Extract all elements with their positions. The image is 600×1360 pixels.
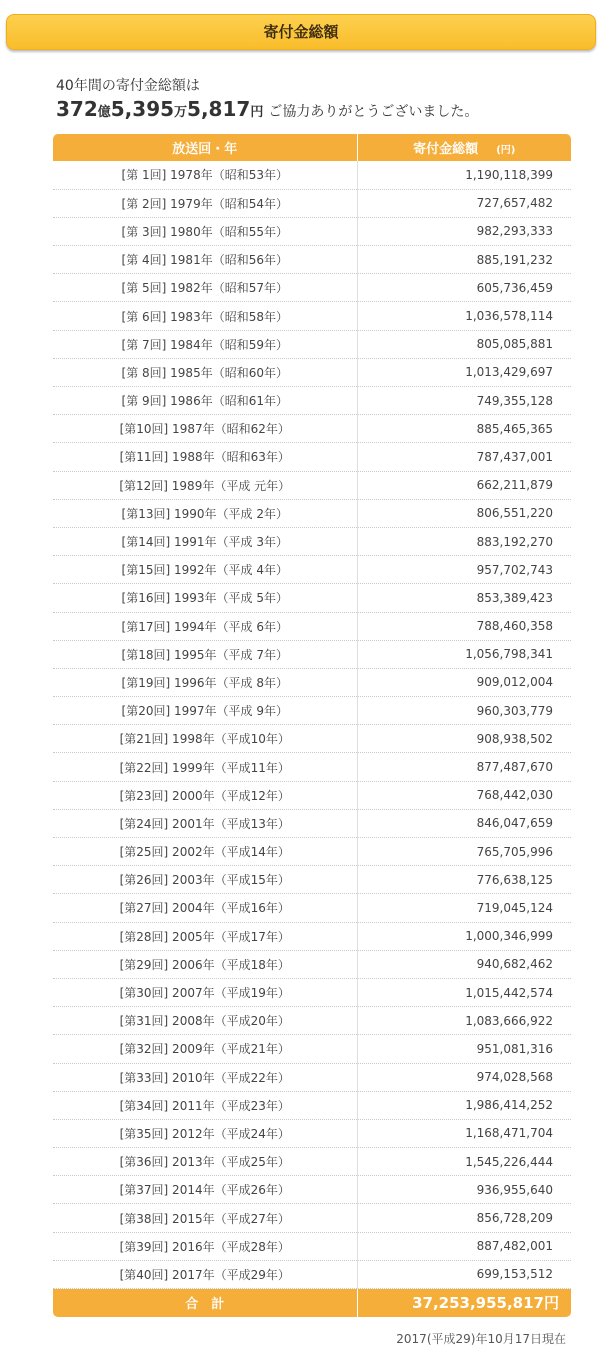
table-row — [53, 725, 571, 753]
section-header-banner — [6, 14, 596, 50]
row-donation-amount: 887,482,001 — [357, 1232, 571, 1260]
header-donation-label: 寄付金総額 — [413, 142, 479, 157]
table-row — [53, 358, 571, 386]
row-donation-amount: 1,545,226,444 — [357, 1148, 571, 1176]
row-broadcast-year: [第18回] 1995年（平成 7年） — [53, 640, 357, 668]
table-row — [53, 950, 571, 978]
table-row — [53, 584, 571, 612]
table-row — [53, 217, 571, 245]
row-broadcast-year: [第29回] 2006年（平成18年） — [53, 950, 357, 978]
table-row — [53, 612, 571, 640]
row-broadcast-year: [第 8回] 1985年（昭和60年） — [53, 358, 357, 386]
amount-oku: 372 — [56, 97, 98, 121]
row-donation-amount: 1,168,471,704 — [357, 1119, 571, 1147]
row-broadcast-year: [第39回] 2016年（平成28年） — [53, 1232, 357, 1260]
intro-text: 40年間の寄付金総額は — [56, 78, 200, 94]
row-donation-amount: 909,012,004 — [357, 668, 571, 696]
table-row — [53, 161, 571, 189]
table-row — [53, 866, 571, 894]
table-row — [53, 302, 571, 330]
table-row — [53, 640, 571, 668]
row-donation-amount: 846,047,659 — [357, 809, 571, 837]
row-broadcast-year: [第12回] 1989年（平成 元年） — [53, 471, 357, 499]
table-body — [53, 161, 571, 1289]
table-row — [53, 189, 571, 217]
row-donation-amount: 605,736,459 — [357, 274, 571, 302]
row-donation-amount: 1,013,429,697 — [357, 358, 571, 386]
row-broadcast-year: [第36回] 2013年（平成25年） — [53, 1148, 357, 1176]
table-row — [53, 246, 571, 274]
thanks-message: ご協力ありがとうございました。 — [268, 104, 479, 120]
row-broadcast-year: [第 4回] 1981年（昭和56年） — [53, 246, 357, 274]
row-broadcast-year: [第 5回] 1982年（昭和57年） — [53, 274, 357, 302]
row-broadcast-year: [第 1回] 1978年（昭和53年） — [53, 161, 357, 189]
row-broadcast-year: [第25回] 2002年（平成14年） — [53, 838, 357, 866]
row-broadcast-year: [第16回] 1993年（平成 5年） — [53, 584, 357, 612]
row-donation-amount: 940,682,462 — [357, 950, 571, 978]
table-row — [53, 1232, 571, 1260]
row-donation-amount: 957,702,743 — [357, 556, 571, 584]
row-donation-amount: 908,938,502 — [357, 725, 571, 753]
row-broadcast-year: [第31回] 2008年（平成20年） — [53, 1007, 357, 1035]
row-broadcast-year: [第37回] 2014年（平成26年） — [53, 1176, 357, 1204]
row-donation-amount: 805,085,881 — [357, 330, 571, 358]
row-broadcast-year: [第38回] 2015年（平成27年） — [53, 1204, 357, 1232]
table-row — [53, 415, 571, 443]
amount-yen: 5,817 — [187, 97, 251, 121]
table-row — [53, 556, 571, 584]
row-donation-amount: 699,153,512 — [357, 1260, 571, 1288]
unit-man: 万 — [174, 105, 188, 120]
table-row — [53, 1007, 571, 1035]
as-of-date: 2017(平成29)年10月17日現在 — [396, 1332, 566, 1346]
amount-man: 5,395 — [110, 97, 175, 121]
row-donation-amount: 960,303,779 — [357, 697, 571, 725]
row-donation-amount: 936,955,640 — [357, 1176, 571, 1204]
row-broadcast-year: [第 7回] 1984年（昭和59年） — [53, 330, 357, 358]
row-donation-amount: 788,460,358 — [357, 612, 571, 640]
row-donation-amount: 749,355,128 — [357, 387, 571, 415]
row-broadcast-year: [第14回] 1991年（平成 3年） — [53, 527, 357, 555]
header-donation-total — [357, 134, 571, 161]
row-broadcast-year: [第19回] 1996年（平成 8年） — [53, 668, 357, 696]
table-row — [53, 1148, 571, 1176]
total-row — [53, 1289, 571, 1317]
row-donation-amount: 982,293,333 — [357, 217, 571, 245]
table-row — [53, 330, 571, 358]
row-donation-amount: 1,000,346,999 — [357, 922, 571, 950]
table-row — [53, 1091, 571, 1119]
row-donation-amount: 787,437,001 — [357, 443, 571, 471]
table-row — [53, 809, 571, 837]
row-donation-amount: 1,083,666,922 — [357, 1007, 571, 1035]
row-broadcast-year: [第11回] 1988年（昭和63年） — [53, 443, 357, 471]
row-broadcast-year: [第15回] 1992年（平成 4年） — [53, 556, 357, 584]
row-broadcast-year: [第10回] 1987年（昭和62年） — [53, 415, 357, 443]
row-broadcast-year: [第17回] 1994年（平成 6年） — [53, 612, 357, 640]
section-title: 寄付金総額 — [263, 23, 339, 41]
table-row — [53, 1204, 571, 1232]
row-donation-amount: 974,028,568 — [357, 1063, 571, 1091]
table-row — [53, 1035, 571, 1063]
row-donation-amount: 885,191,232 — [357, 246, 571, 274]
row-donation-amount: 776,638,125 — [357, 866, 571, 894]
row-donation-amount: 662,211,879 — [357, 471, 571, 499]
row-donation-amount: 765,705,996 — [357, 838, 571, 866]
row-broadcast-year: [第32回] 2009年（平成21年） — [53, 1035, 357, 1063]
table-row — [53, 838, 571, 866]
row-broadcast-year: [第21回] 1998年（平成10年） — [53, 725, 357, 753]
table-row — [53, 894, 571, 922]
header-broadcast-year: 放送回・年 — [53, 134, 357, 161]
row-donation-amount: 727,657,482 — [357, 189, 571, 217]
table-row — [53, 1260, 571, 1288]
table-row — [53, 387, 571, 415]
table-row — [53, 443, 571, 471]
row-broadcast-year: [第27回] 2004年（平成16年） — [53, 894, 357, 922]
table-row — [53, 668, 571, 696]
row-donation-amount: 1,015,442,574 — [357, 978, 571, 1006]
total-label: 合 計 — [53, 1289, 357, 1317]
row-broadcast-year: [第40回] 2017年（平成29年） — [53, 1260, 357, 1288]
row-broadcast-year: [第35回] 2012年（平成24年） — [53, 1119, 357, 1147]
table-row — [53, 781, 571, 809]
row-broadcast-year: [第13回] 1990年（平成 2年） — [53, 499, 357, 527]
row-donation-amount: 853,389,423 — [357, 584, 571, 612]
row-broadcast-year: [第23回] 2000年（平成12年） — [53, 781, 357, 809]
row-broadcast-year: [第 6回] 1983年（昭和58年） — [53, 302, 357, 330]
row-broadcast-year: [第 9回] 1986年（昭和61年） — [53, 387, 357, 415]
header-unit: (円) — [496, 145, 516, 156]
row-broadcast-year: [第20回] 1997年（平成 9年） — [53, 697, 357, 725]
table-row — [53, 527, 571, 555]
total-amount: 37,253,955,817円 — [357, 1289, 571, 1317]
row-donation-amount: 1,036,578,114 — [357, 302, 571, 330]
table-row — [53, 499, 571, 527]
row-broadcast-year: [第33回] 2010年（平成22年） — [53, 1063, 357, 1091]
row-broadcast-year: [第34回] 2011年（平成23年） — [53, 1091, 357, 1119]
row-donation-amount: 883,192,270 — [357, 527, 571, 555]
table-row — [53, 697, 571, 725]
row-donation-amount: 885,465,365 — [357, 415, 571, 443]
row-broadcast-year: [第22回] 1999年（平成11年） — [53, 753, 357, 781]
row-donation-amount: 951,081,316 — [357, 1035, 571, 1063]
table-row — [53, 1176, 571, 1204]
unit-yen: 円 — [250, 105, 264, 120]
row-broadcast-year: [第24回] 2001年（平成13年） — [53, 809, 357, 837]
row-broadcast-year: [第30回] 2007年（平成19年） — [53, 978, 357, 1006]
total-summary — [56, 97, 478, 121]
row-broadcast-year: [第26回] 2003年（平成15年） — [53, 866, 357, 894]
row-donation-amount: 856,728,209 — [357, 1204, 571, 1232]
row-broadcast-year: [第28回] 2005年（平成17年） — [53, 922, 357, 950]
table-row — [53, 753, 571, 781]
table-row — [53, 471, 571, 499]
table-row — [53, 274, 571, 302]
row-donation-amount: 1,056,798,341 — [357, 640, 571, 668]
unit-oku: 億 — [97, 105, 111, 120]
row-donation-amount: 719,045,124 — [357, 894, 571, 922]
row-donation-amount: 1,986,414,252 — [357, 1091, 571, 1119]
row-broadcast-year: [第 3回] 1980年（昭和55年） — [53, 217, 357, 245]
table-header-row — [53, 134, 571, 161]
row-donation-amount: 877,487,670 — [357, 753, 571, 781]
row-donation-amount: 806,551,220 — [357, 499, 571, 527]
row-donation-amount: 768,442,030 — [357, 781, 571, 809]
table-row — [53, 978, 571, 1006]
donation-table — [53, 134, 571, 1317]
table-row — [53, 1063, 571, 1091]
table-row — [53, 1119, 571, 1147]
row-broadcast-year: [第 2回] 1979年（昭和54年） — [53, 189, 357, 217]
table-row — [53, 922, 571, 950]
row-donation-amount: 1,190,118,399 — [357, 161, 571, 189]
